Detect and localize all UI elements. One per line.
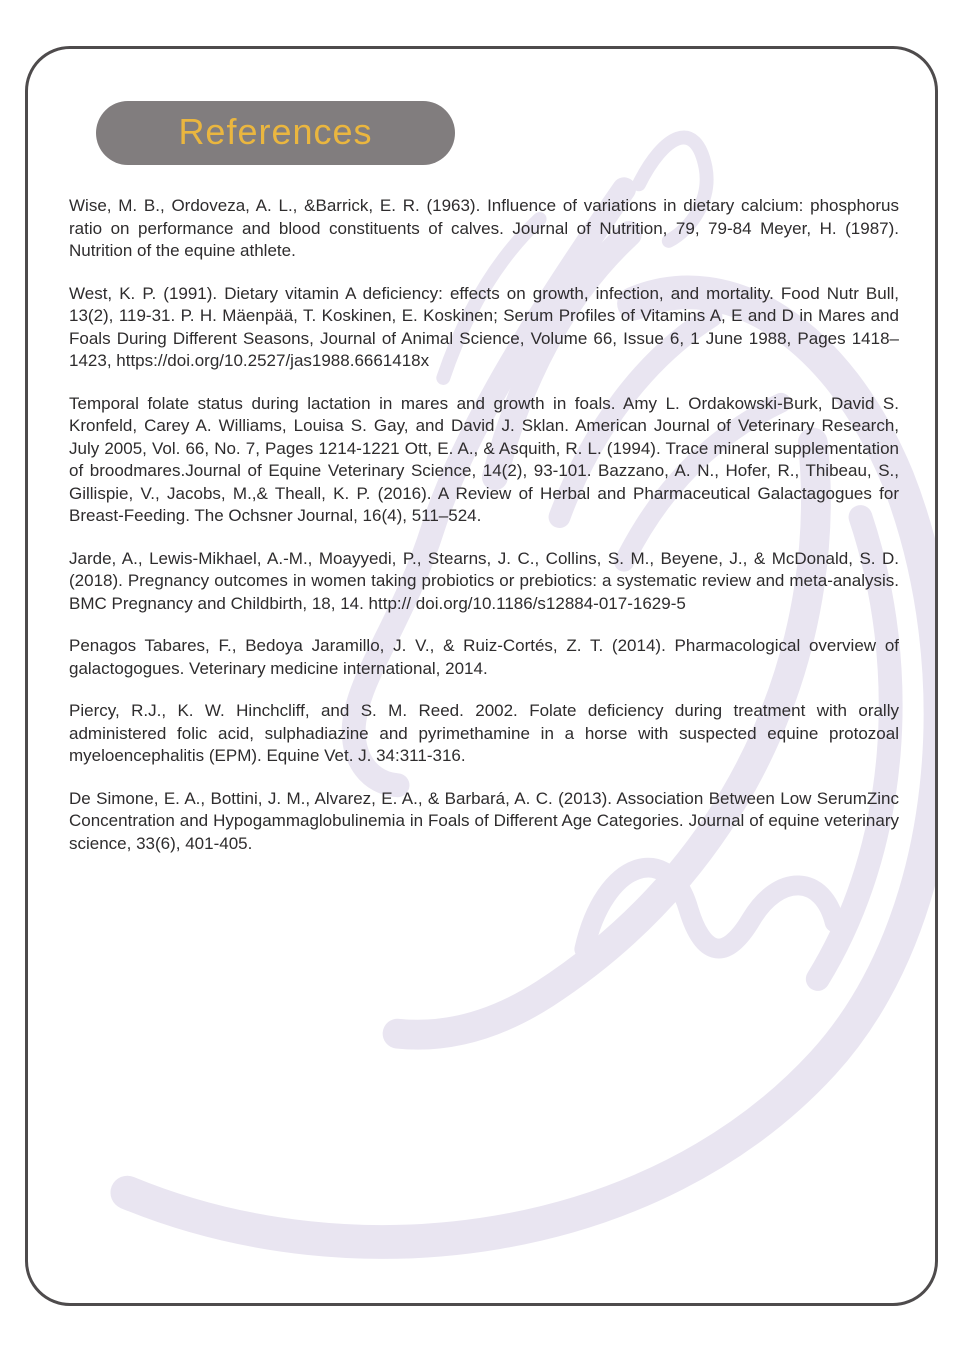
references-list xyxy=(69,195,899,875)
reference-entry: Wise, M. B., Ordoveza, A. L., &Barrick, E. R. (1963). Influence of variations in dietary calcium: phosphorus ratio on performance and blood constituents of calves. Journal of Nutrition, 79, 79-84 Meyer, H. (1987). Nutrition of the equine athlete. xyxy=(69,196,899,260)
page-border-frame xyxy=(25,46,938,1306)
reference-entry: Jarde, A., Lewis-Mikhael, A.-M., Moayyedi, P., Stearns, J. C., Collins, S. M., Beyene, J., & McDonald, S. D. (2018). Pregnancy outcomes in women taking probiotics or prebiotics: a systematic review and meta-analysis. BMC Pregnancy and Childbirth, 18, 14. http:// doi.org/10.1186/s12884-017-1629-5 xyxy=(69,548,899,613)
reference-entry: West, K. P. (1991). Dietary vitamin A deficiency: effects on growth, infection, and mortality. Food Nutr Bull, 13(2), 119-31. P. H. Mäenpää, T. Koskinen, E. Koskinen; Serum Profiles of Vitamins A, E and D in Mares and Foals During Different Seasons, Journal of Animal Science, Volume 66, Issue 6, 1 June 1988, Pages 1418–1423, https://doi.org/10.2527/jas1988.6661418x xyxy=(69,283,899,370)
reference-entry: Temporal folate status during lactation in mares and growth in foals. Amy L. Ordakowski-Burk, David S. Kronfeld, Carey A. Williams, Louisa S. Gay, and David J. Sklan. American Journal of Veterinary Research, July 2005, Vol. 66, No. 7, Pages 1214-1221 Ott, E. A., & Asquith, R. L. (1994). Trace mineral supplementation of broodmares.Journal of Equine Veterinary Science, 14(2), 93-101. Bazzano, A. N., Hofer, R., Thibeau, S., Gillispie, V., Jacobs, M.,& Theall, K. P. (2016). A Review of Herbal and Pharmaceutical Galactagogues for Breast-Feeding. The Ochsner Journal, 16(4), 511–524. xyxy=(69,393,899,525)
reference-entry: Penagos Tabares, F., Bedoya Jaramillo, J. V., & Ruiz-Cortés, Z. T. (2014). Pharmacological overview of galactogogues. Veterinary medicine international, 2014. xyxy=(69,636,899,678)
page-title: References xyxy=(178,111,373,152)
reference-entry: Piercy, R.J., K. W. Hinchcliff, and S. M. Reed. 2002. Folate deficiency during treatment with orally administered folic acid, sulphadiazine and pyrimethamine in a horse with suspected equine protozoal myeloencephalitis (EPM). Equine Vet. J. 34:311-316. xyxy=(69,701,899,765)
reference-entry: De Simone, E. A., Bottini, J. M., Alvarez, E. A., & Barbará, A. C. (2013). Association Between Low SerumZinc Concentration and Hypogammaglobulinemia in Foals of Different Age Categories. Journal of equine veterinary science, 33(6), 401-405. xyxy=(69,788,899,853)
references-header-pill xyxy=(96,101,455,165)
